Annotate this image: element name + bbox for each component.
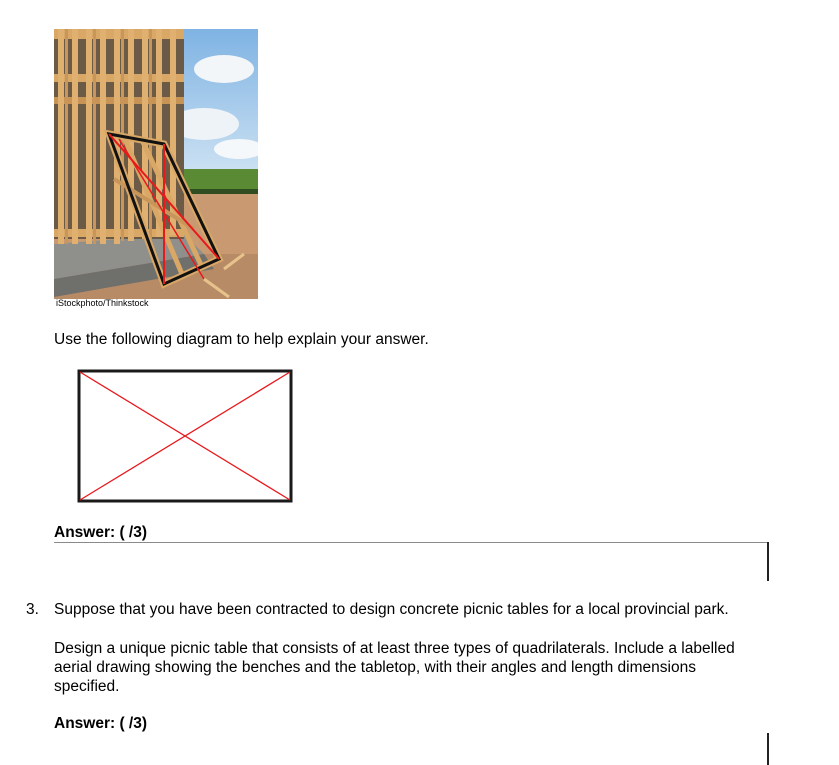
answer-box-border	[767, 733, 769, 765]
construction-frame-photo	[54, 29, 258, 299]
instruction-text: Use the following diagram to help explain your answer.	[54, 331, 429, 348]
answer-label: Answer: ( /3)	[54, 715, 148, 732]
answer-label: Answer: ( /3)	[54, 524, 148, 541]
question-text: Suppose that you have been contracted to design concrete picnic tables for a local provincial park.	[54, 601, 729, 618]
answer-box-border	[54, 542, 769, 543]
design-instructions: Design a unique picnic table that consists of at least three types of quadrilaterals. Include a labelled aerial drawing showing the benches and the tabletop, with their angles and length dimensions specified.	[54, 640, 735, 695]
answer-box-border	[767, 542, 769, 581]
photo-credit: iStockphoto/Thinkstock	[56, 298, 149, 308]
rectangle-diagonals-diagram	[77, 369, 293, 504]
question-number: 3.	[26, 601, 39, 618]
